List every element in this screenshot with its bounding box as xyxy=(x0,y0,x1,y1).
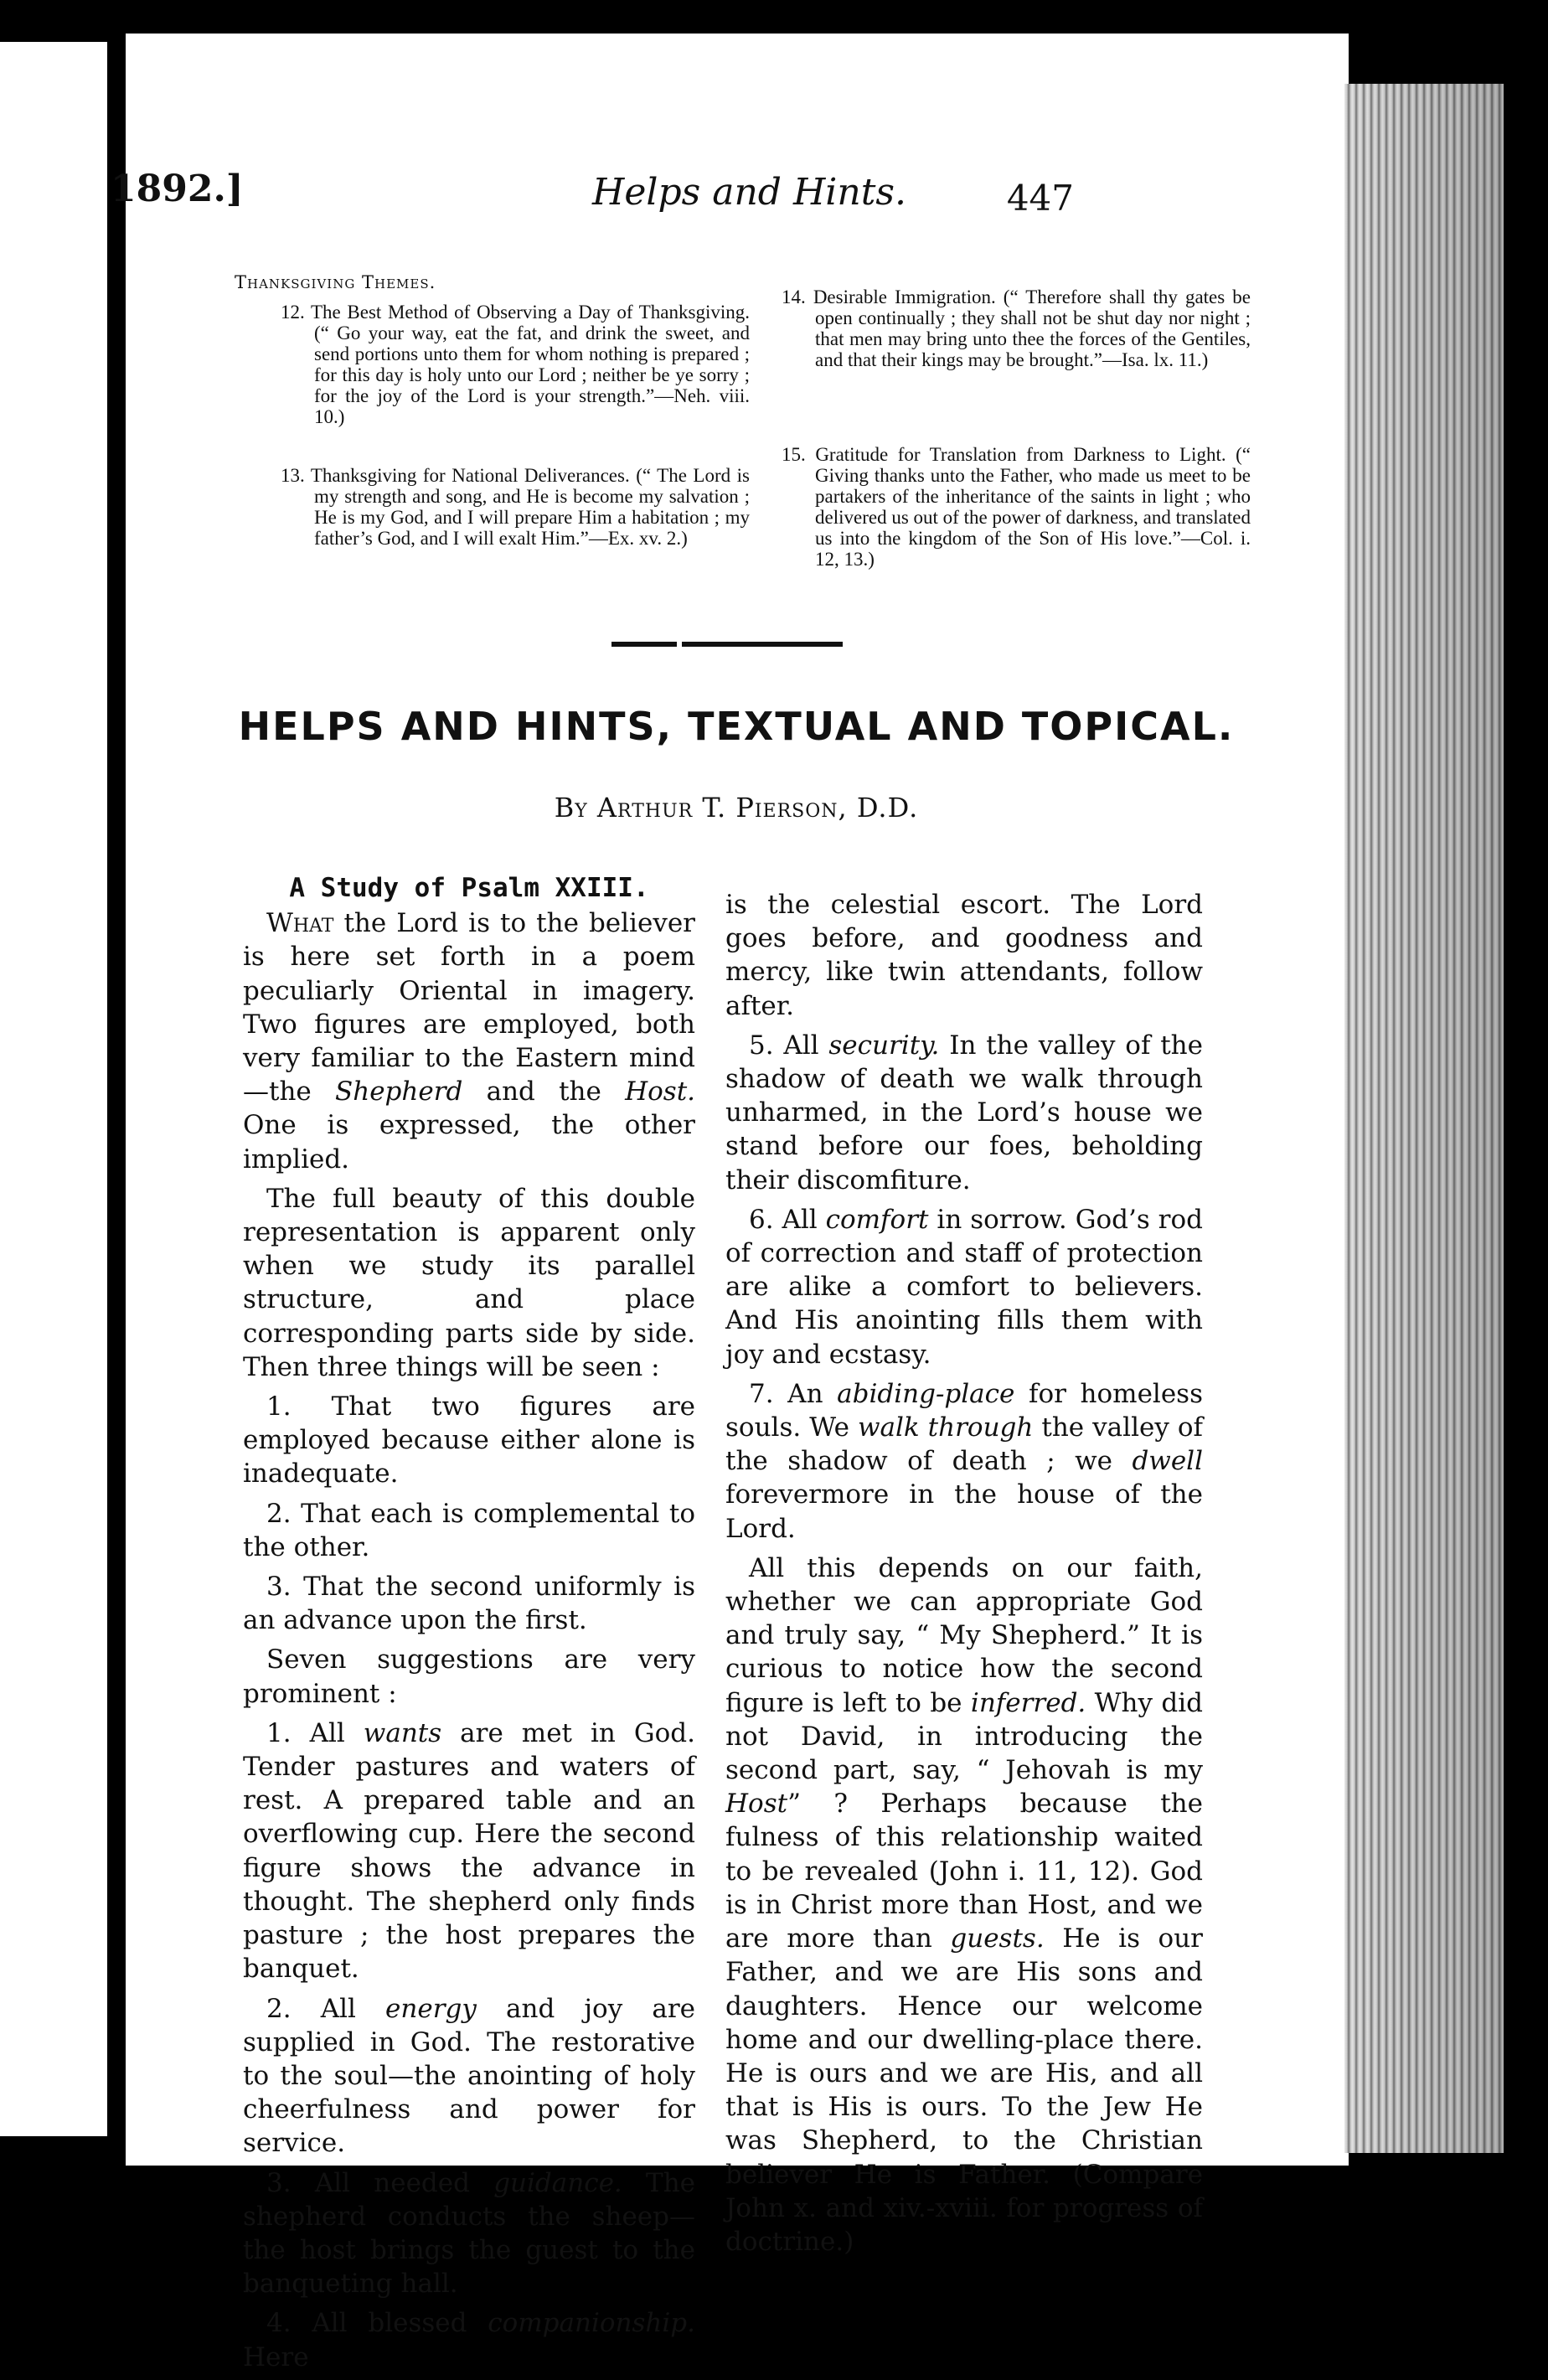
running-header xyxy=(111,168,1074,235)
paragraph: 4. All blessed companionship. Here xyxy=(243,2308,695,2372)
paragraph: The full beauty of this double representation is apparent only when we study its parallel structure, and place corresponding parts side by side. Then three things will be seen : xyxy=(243,1183,695,1382)
theme-item: 13. Thanksgiving for National Deliverances. (“ The Lord is my strength and song, and He is become my salvation ; He is my God, and I will prepare Him a habitation ; my father’s God, and I will exalt Him.”—Ex. xv. 2.) xyxy=(281,465,750,549)
paragraph: 5. All security. In the valley of the shadow of death we walk through unharmed, in the Lord’s house we stand before our foes, beholding their discomfiture. xyxy=(725,1030,1203,1195)
theme-item: 12. The Best Method of Observing a Day of Thanksgiving. (“ Go your way, eat the fat, and drink the sweet, and send portions unto them for whom nothing is prepared ; for this day is holy unto our Lord ; neither be ye sorry ; for the joy of the Lord is your strength.”—Neh. viii. 10.) xyxy=(281,302,750,427)
book-gutter xyxy=(107,42,126,2136)
article-title: HELPS AND HINTS, TEXTUAL AND TOPICAL. xyxy=(238,704,1235,749)
paragraph: 6. All comfort in sorrow. God’s rod of correction and staff of protection are alike a comfort to believers. And His anointing fills them with joy and ecstasy. xyxy=(725,1204,1203,1370)
header-title: Helps and Hints. xyxy=(592,171,906,214)
right-column xyxy=(725,888,1203,2264)
paragraph: 3. That the second uniformly is an advance upon the first. xyxy=(243,1572,695,1636)
header-year: 1892.] xyxy=(111,168,244,210)
paragraph: 2. That each is complemental to the other. xyxy=(243,1498,695,1562)
paragraph: 1. That two figures are employed because either alone is inadequate. xyxy=(243,1391,695,1489)
left-column xyxy=(243,871,695,2380)
paragraph: 7. An abiding-place for homeless souls. We walk through the valley of the shadow of death ; we dwell forevermore in the house of the Lord. xyxy=(725,1378,1204,1544)
paragraph: 3. All needed guidance. The shepherd conducts the sheep—the host brings the guest to the banqueting hall. xyxy=(243,2167,696,2300)
paragraph: is the celestial escort. The Lord goes before, and goodness and mercy, like twin attendants, follow after. xyxy=(725,890,1203,1021)
theme-item: 15. Gratitude for Translation from Darkness to Light. (“ Giving thanks unto the Father, who made us meet to be partakers of the inheritance of the saints in light ; who delivered us out of the power of darkness, and translated us into the kingdom of the Son of His love.”—Col. i. 12, 13.) xyxy=(782,444,1251,570)
themes-heading: Thanksgiving Themes. xyxy=(235,272,436,292)
facing-page-edge xyxy=(0,42,109,2136)
paragraph: What the Lord is to the believer is here set forth in a poem peculiarly Oriental in imagery. Two figures are employed, both very familiar to the Eastern mind—the Shepherd and the Host. One is expressed, the other implied. xyxy=(243,908,696,1175)
paragraph: All this depends on our faith, whether we can appropriate God and truly say, “ My Shepherd.” It is curious to notice how the second figure is left to be inferred. Why did not David, in introducing the second part, say, “ Jehovah is my Host” ? Perhaps because the fulness of this relationship waited to be revealed (John i. 11, 12). God is in Christ more than Host, and we are more than guests. He is our Father, and we are His sons and daughters. Hence our welcome home and our dwelling-place there. He is ours and we are His, and all that is His is ours. To the Jew He was Shepherd, to the Christian believer He is Father. (Compare John x. and xiv.-xviii. for progress of doctrine.) xyxy=(725,1552,1204,2257)
paragraph: 2. All energy and joy are supplied in God. The restorative to the soul—the anointing of holy cheerfulness and power for service. xyxy=(243,1993,695,2159)
theme-item: 14. Desirable Immigration. (“ Therefore shall thy gates be open continually ; they shall not be shut day nor night ; that men may bring unto thee the forces of the Gentiles, and that their kings may be brought.”—Isa. lx. 11.) xyxy=(782,287,1251,370)
page-number: 447 xyxy=(1006,178,1074,219)
section-divider xyxy=(611,642,843,647)
page-block-shade xyxy=(1344,84,1504,2153)
section-divider-gap xyxy=(677,640,682,648)
paragraph: 1. All wants are met in God. Tender pastures and waters of rest. A prepared table and an overflowing cup. Here the second figure shows the advance in thought. The shepherd only finds pasture ; the host prepares the banquet. xyxy=(243,1717,695,1985)
study-heading: A Study of Psalm XXIII. xyxy=(289,873,649,903)
article-byline: By Arthur T. Pierson, D.D. xyxy=(554,792,919,823)
paragraph: Seven suggestions are very prominent : xyxy=(243,1644,695,1709)
